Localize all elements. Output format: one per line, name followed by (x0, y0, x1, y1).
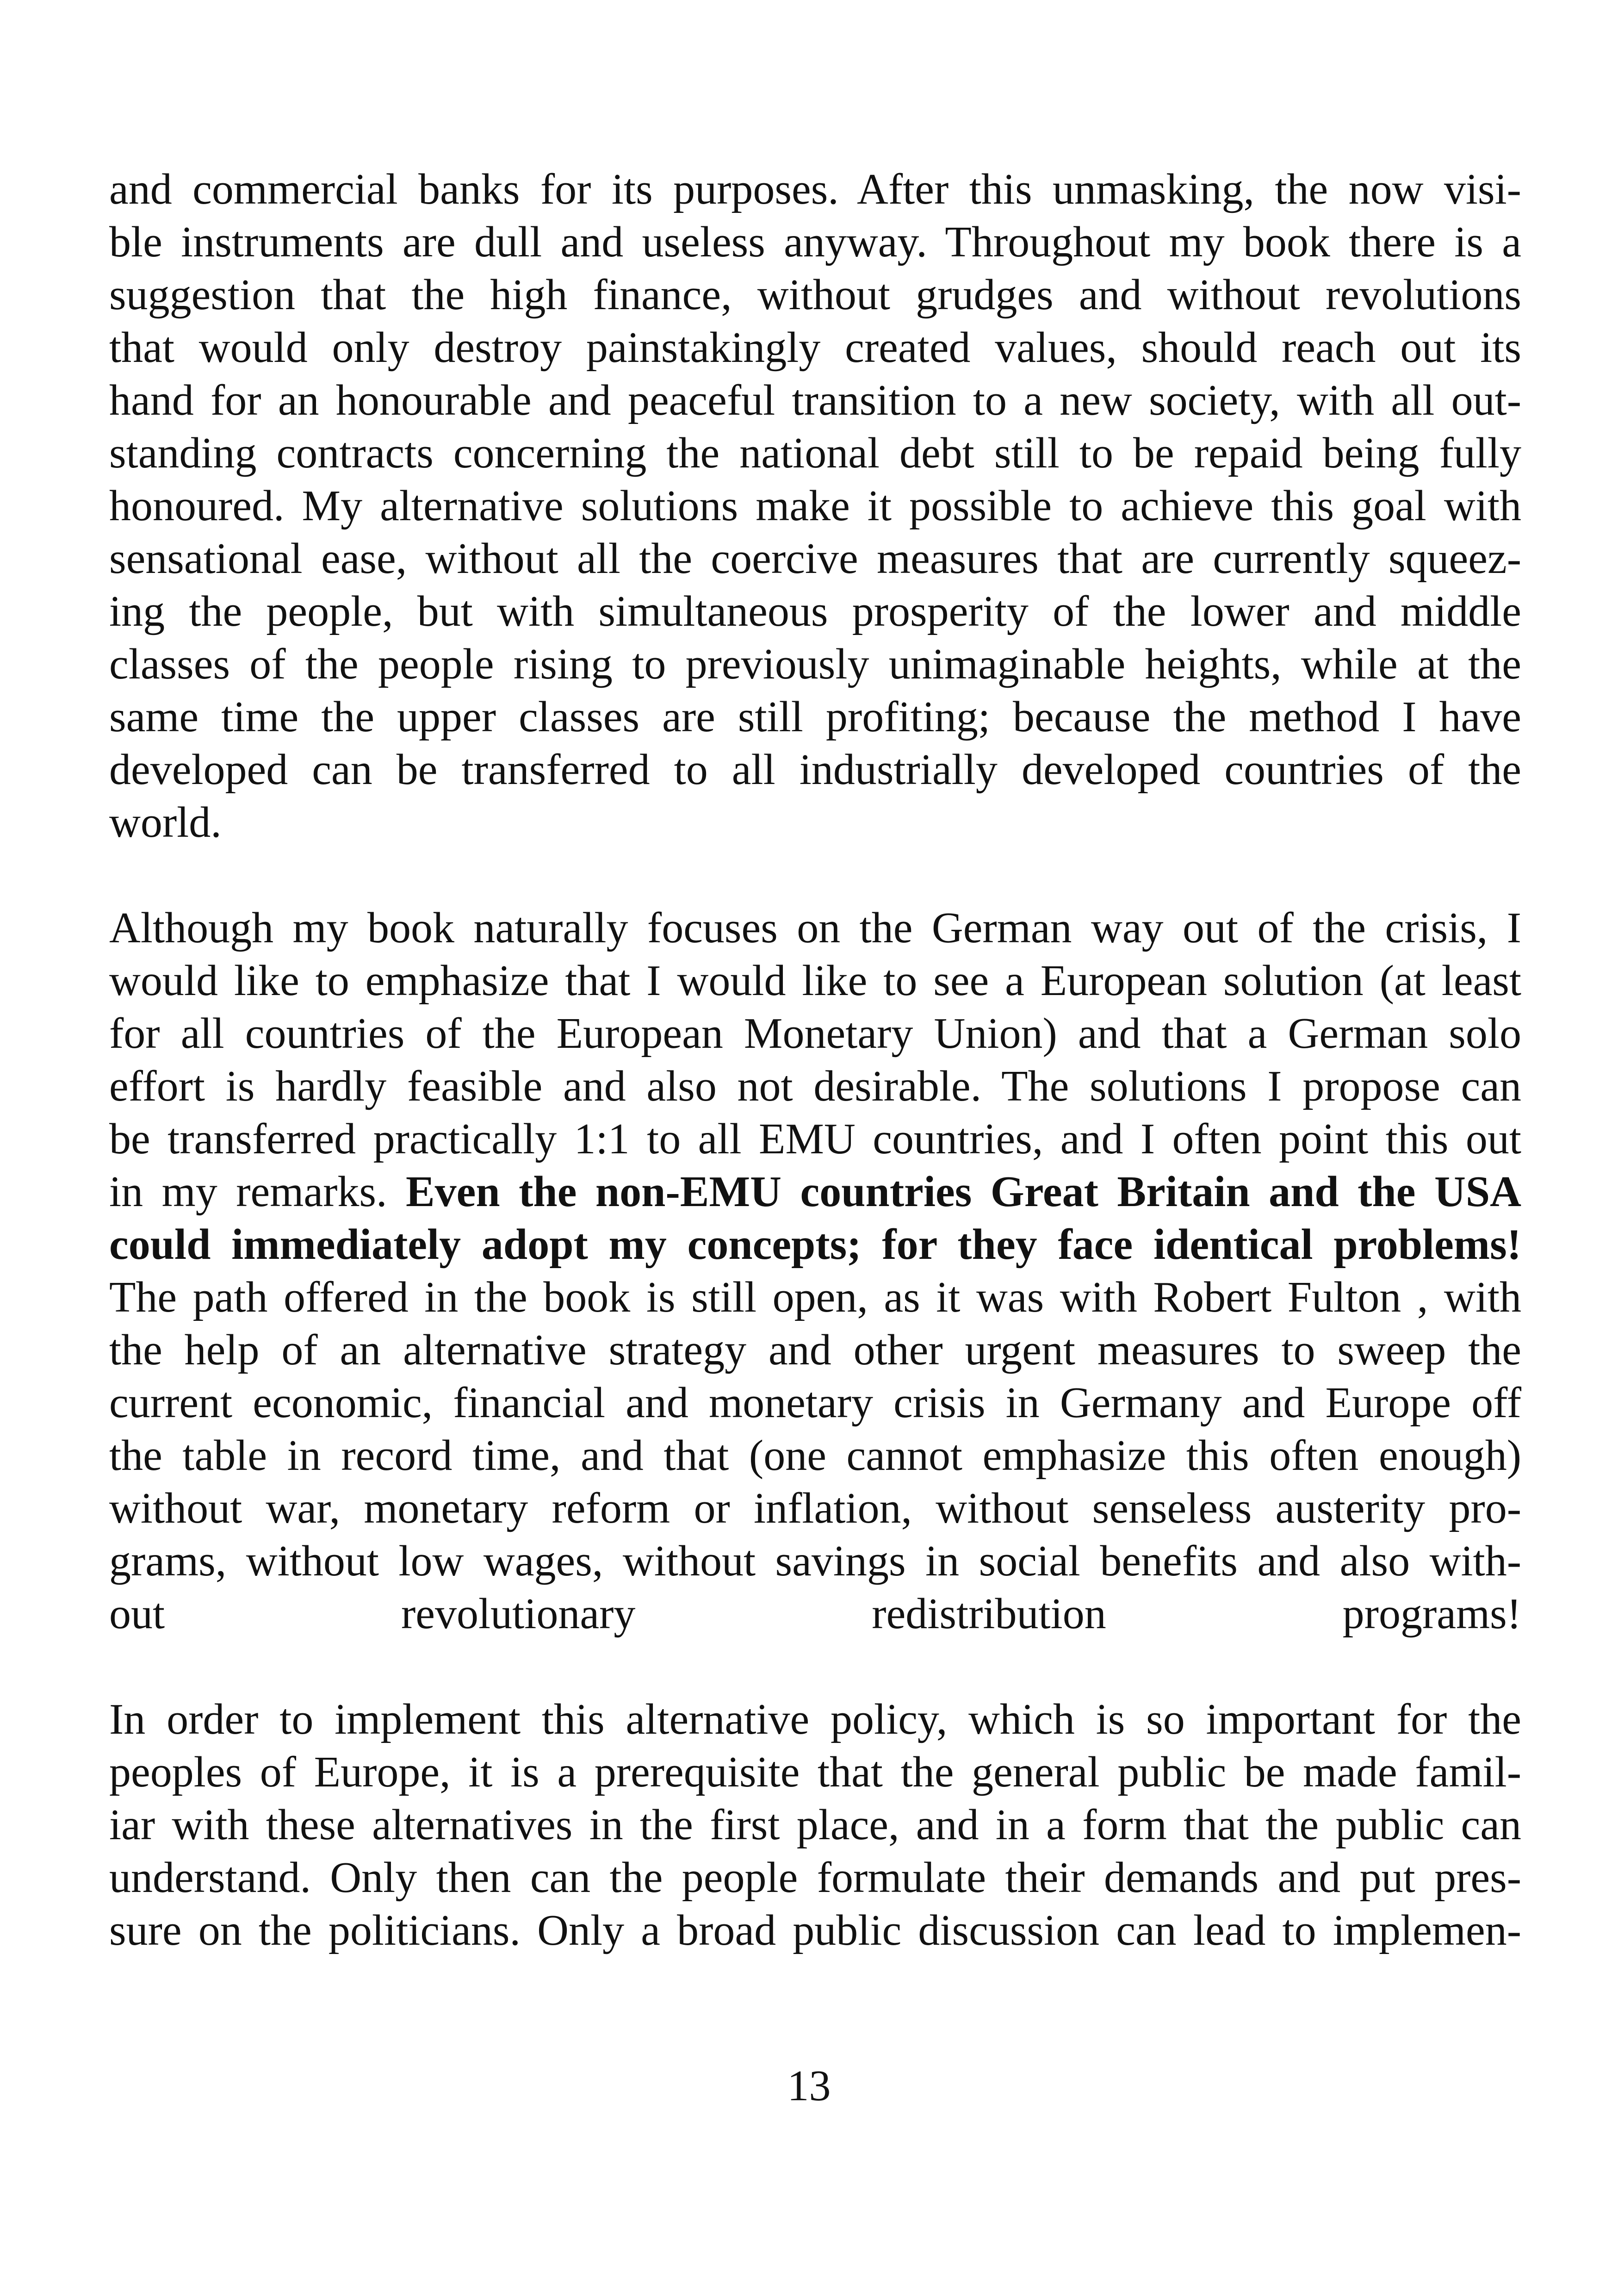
text-run: standing contracts concerning the national debt still to be repaid being fully (109, 429, 1521, 477)
text-line (109, 1587, 1521, 1640)
text-line (109, 1535, 1521, 1587)
text-line (109, 479, 1521, 532)
text-run: for all countries of the European Monetary Union) and that a German solo (109, 1009, 1521, 1058)
text-run: the help of an alternative strategy and other urgent measures to sweep the (109, 1326, 1521, 1374)
text-line (109, 1798, 1521, 1851)
bold-text-run: could immediately adopt my concepts; for they face identical problems! (109, 1220, 1521, 1269)
page-number: 13 (787, 2062, 831, 2110)
text-line (109, 163, 1521, 216)
text-line (109, 216, 1521, 268)
text-run: iar with these alternatives in the first place, and in a form that the public can (109, 1801, 1521, 1849)
text-line (109, 691, 1521, 743)
text-line (109, 1904, 1521, 1957)
text-line (109, 1324, 1521, 1376)
text-run: honoured. My alternative solutions make it possible to achieve this goal with (109, 482, 1521, 530)
text-run: out revolutionary redistribution programs! (109, 1590, 1521, 1638)
text-line (109, 1746, 1521, 1798)
text-line (109, 1376, 1521, 1429)
text-line (109, 427, 1521, 479)
text-line (109, 1851, 1521, 1904)
text-run: without war, monetary reform or inflation, without senseless austerity pro- (109, 1484, 1521, 1532)
text-run: would like to emphasize that I would like to see a European solution (at least (109, 957, 1521, 1005)
text-run: understand. Only then can the people formulate their demands and put pres- (109, 1854, 1521, 1902)
text-run: hand for an honourable and peaceful transition to a new society, with all out- (109, 376, 1521, 424)
text-line (109, 902, 1521, 954)
text-run: effort is hardly feasible and also not desirable. The solutions I propose can (109, 1062, 1521, 1110)
text-line (109, 1271, 1521, 1324)
text-line (109, 268, 1521, 321)
text-run: current economic, financial and monetary crisis in Germany and Europe off (109, 1379, 1521, 1427)
text-run: The path offered in the book is still open, as it was with Robert Fulton , with (109, 1273, 1521, 1321)
text-run: and commercial banks for its purposes. After this unmasking, the now visi- (109, 165, 1521, 213)
text-line (109, 1218, 1521, 1271)
body-text (109, 163, 1521, 1957)
text-run: grams, without low wages, without savings in social benefits and also with- (109, 1537, 1521, 1585)
text-line (109, 1007, 1521, 1060)
text-line (109, 638, 1521, 691)
text-run: same time the upper classes are still profiting; because the method I have (109, 693, 1521, 741)
paragraph (109, 902, 1521, 1640)
text-run: ble instruments are dull and useless anyway. Throughout my book there is a (109, 218, 1521, 266)
text-line (109, 1113, 1521, 1165)
text-line (109, 532, 1521, 585)
bold-text-run: Even the non-EMU countries Great Britain and the USA (405, 1168, 1521, 1216)
text-line (109, 1060, 1521, 1113)
text-run: sure on the politicians. Only a broad public discussion can lead to implemen- (109, 1906, 1521, 1954)
text-line (109, 954, 1521, 1007)
text-run: in my remarks. (109, 1168, 406, 1216)
text-line (109, 374, 1521, 427)
text-line (109, 1693, 1521, 1746)
text-run: In order to implement this alternative policy, which is so important for the (109, 1695, 1521, 1743)
text-run: ing the people, but with simultaneous prosperity of the lower and middle (109, 587, 1521, 635)
text-run: that would only destroy painstakingly created values, should reach out its (109, 324, 1521, 372)
text-line (109, 743, 1521, 796)
paragraph-gap (109, 849, 1521, 902)
text-run: Although my book naturally focuses on the German way out of the crisis, I (109, 904, 1521, 952)
text-run: world. (109, 798, 222, 846)
text-line (109, 796, 1521, 849)
text-run: the table in record time, and that (one cannot emphasize this often enough) (109, 1431, 1521, 1480)
text-run: suggestion that the high finance, without grudges and without revolutions (109, 271, 1521, 319)
paragraph-gap (109, 1640, 1521, 1693)
text-line (109, 1429, 1521, 1482)
text-run: peoples of Europe, it is a prerequisite that the general public be made famil- (109, 1748, 1521, 1796)
text-run: developed can be transferred to all industrially developed countries of the (109, 746, 1521, 794)
text-run: classes of the people rising to previously unimaginable heights, while at the (109, 640, 1521, 688)
text-line (109, 585, 1521, 638)
text-line (109, 321, 1521, 374)
text-run: be transferred practically 1:1 to all EMU countries, and I often point this out (109, 1115, 1521, 1163)
text-run: sensational ease, without all the coercive measures that are currently squeez- (109, 535, 1521, 583)
text-line (109, 1165, 1521, 1218)
paragraph (109, 163, 1521, 849)
text-line (109, 1482, 1521, 1535)
paragraph (109, 1693, 1521, 1957)
